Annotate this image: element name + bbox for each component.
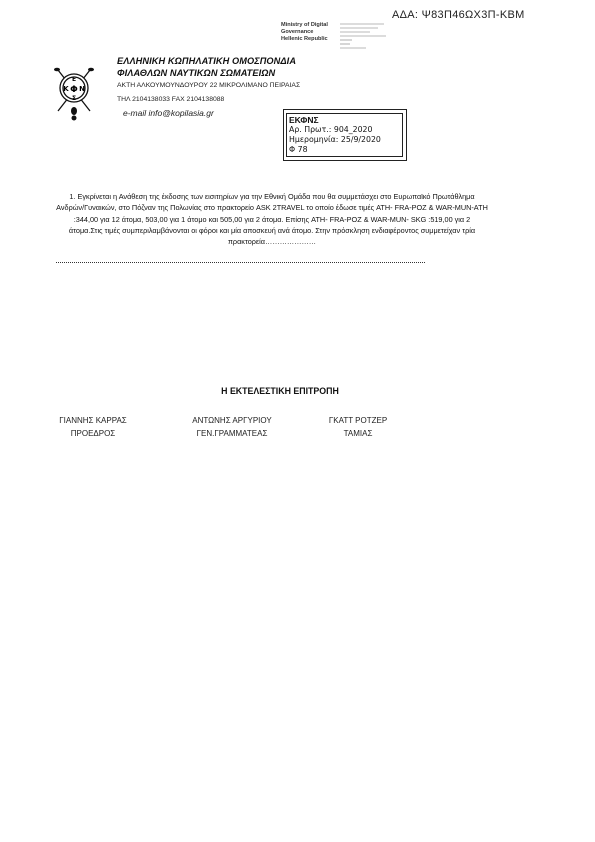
protocol-folder: Φ 78	[289, 145, 308, 154]
signatory-role: ΤΑΜΙΑΣ	[343, 429, 373, 438]
organization-name-line: ΦΙΛΑΘΛΩΝ ΝΑΥΤΙΚΩΝ ΣΩΜΑΤΕΙΩΝ	[117, 68, 276, 78]
signatory-role: ΠΡΟΕΔΡΟΣ	[70, 429, 116, 438]
ministry-label	[281, 22, 328, 42]
organization-phone: ΤΗΛ 2104138033 FAX 2104138088	[117, 96, 225, 103]
dotted-separator	[56, 262, 425, 263]
signatory-name: ΓΙΑΝΝΗΣ ΚΑΡΡΑΣ	[59, 416, 127, 425]
organization-name-line: ΕΛΛΗΝΙΚΗ ΚΩΠΗΛΑΤΙΚΗ ΟΜΟΣΠΟΝΔΙΑ	[117, 56, 297, 66]
organization-email[interactable]: e-mail info@kopilasia.gr	[123, 108, 214, 118]
seal-letter: Κ	[63, 85, 69, 93]
digital-signature-block	[340, 22, 400, 55]
signatory-role: ΓΕΝ.ΓΡΑΜΜΑΤΕΑΣ	[196, 429, 268, 438]
ministry-line: Governance	[281, 28, 314, 35]
seal-letter: Ε	[71, 76, 77, 83]
seal-letter: Σ	[71, 95, 77, 102]
protocol-number: Αρ. Πρωτ.: 904_2020	[289, 125, 373, 134]
decision-paragraph: 1. Εγκρίνεται η Ανάθεση της έκδοσης των εισιτηρίων για την Εθνική Ομάδα που θα συμμετάσχει στο Ευρωπαϊκό Πρωτάθλημα Ανδρών/Γυναικών, στο Πόζναν της Πολωνίας στο πρακτορείο ASK 2TRAVEL το οποίο έδωσε τιμές ATH- FRA-POZ & WAR-MUN-ATH :344,00 για 12 άτομα, 503,00 για 1 άτομο και 505,00 για 2 άτομα. Επίσης ATH- FRA-POZ & WAR-MUN- SKG :519,00 για 2 άτομα.Στις τιμές συμπεριλαμβάνονται οι φόροι και μία αποσκευή ανά άτομο. Στην πρόσκληση ενδιαφέροντος συμμετείχαν τρία πρακτορεία…………………	[56, 192, 488, 247]
protocol-title: ΕΚΦΝΣ	[289, 115, 319, 125]
protocol-box-inner	[286, 113, 403, 157]
signature-scribble-icon	[340, 22, 398, 54]
protocol-box	[283, 109, 407, 161]
ministry-line: Hellenic Republic	[281, 35, 328, 42]
organization-name	[117, 55, 296, 79]
seal-letter: Φ	[70, 85, 78, 95]
signatory-name: ΓΚΑΤΤ ΡΟΤΖΕΡ	[328, 416, 388, 425]
protocol-date: Ημερομηνία: 25/9/2020	[289, 135, 381, 144]
seal-letter: Ν	[79, 85, 85, 93]
signature-president	[50, 414, 136, 440]
committee-title: Η ΕΚΤΕΛΕΣΤΙΚΗ ΕΠΙΤΡΟΠΗ	[221, 386, 339, 396]
signature-treasurer	[318, 414, 398, 440]
signature-secretary	[182, 414, 282, 440]
organization-address: ΑΚΤΗ ΑΛΚΟΥΜΟΥΝΔΟΥΡΟΥ 22 ΜΙΚΡΟΛΙΜΑΝΟ ΠΕΙΡΑΙΑΣ	[117, 82, 301, 89]
ada-code: ΑΔΑ: Ψ83Π46ΩΧ3Π-ΚΒΜ	[392, 9, 525, 21]
federation-seal-icon	[52, 67, 96, 121]
signatory-name: ΑΝΤΩΝΗΣ ΑΡΓΥΡΙΟΥ	[192, 416, 272, 425]
ministry-line: Ministry of Digital	[281, 22, 328, 28]
